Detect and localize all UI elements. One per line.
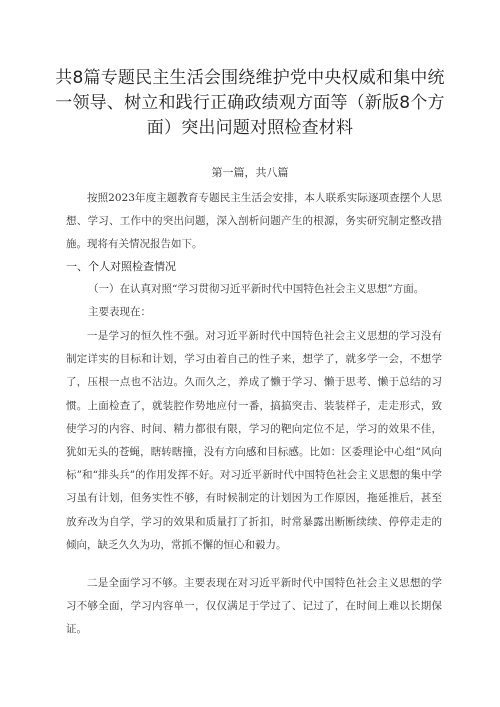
section-heading: 一、个人对照检查情况 [66, 260, 176, 273]
subsection-heading: （一）在认真对照“学习贯彻习近平新时代中国特色社会主义思想”方面。 [88, 283, 425, 295]
intro-paragraph: 按照2023年度主题教育专题民主生活会安排，本人联系实际逐项查摆个人思想、学习、工作中的突出问题，深入剖析问题产生的根源，务实研究制定整改措施。现将有关情况报告如下。 [66, 192, 442, 251]
paragraph-one: 一是学习的恒久性不强。对习近平新时代中国特色社会主义思想的学习没有制定详实的目标和计划，学习由着自己的性子来，想学了，就多学一会，不想学了，压根一点也不沾边。久而久之，养成了懒于学习、懒于思考、懒于总结的习惯。上面检查了，就装腔作势地应付一番，搞搞突击、装装样子，走走形式，致使学习的内容、时间、精力都很有限，学习的靶向定位不足，学习的效果不佳，犹如无头的苍蝇，瞎转瞎撞，没有方向感和目标感。比如：区委理论中心组“风向标”和“排头兵”的作用发挥不好。对习近平新时代中国特色社会主义思想的集中学习虽有计划，但务实性不够，有时候制定的计划因为工作原因，拖延推后，甚至放弃改为自学，学习的效果和质量打了折扣，时常暴露出断断续续、停停走走的倾向，缺乏久久为功，常抓不懈的恒心和毅力。 [66, 330, 442, 551]
paragraph-two: 二是全面学习不够。主要表现在对习近平新时代中国特色社会主义思想的学习不够全面，学习内容单一，仅仅满足于学过了、记过了，在时间上难以长期保证。 [66, 577, 442, 636]
main-label: 主要表现在： [88, 306, 151, 318]
document-title: 共8篇专题民主生活会围绕维护党中央权威和集中统一领导、树立和践行正确政绩观方面等（新版8个方面）突出问题对照检查材料 [55, 68, 445, 138]
part-label: 第一篇，共八篇 [211, 166, 289, 179]
